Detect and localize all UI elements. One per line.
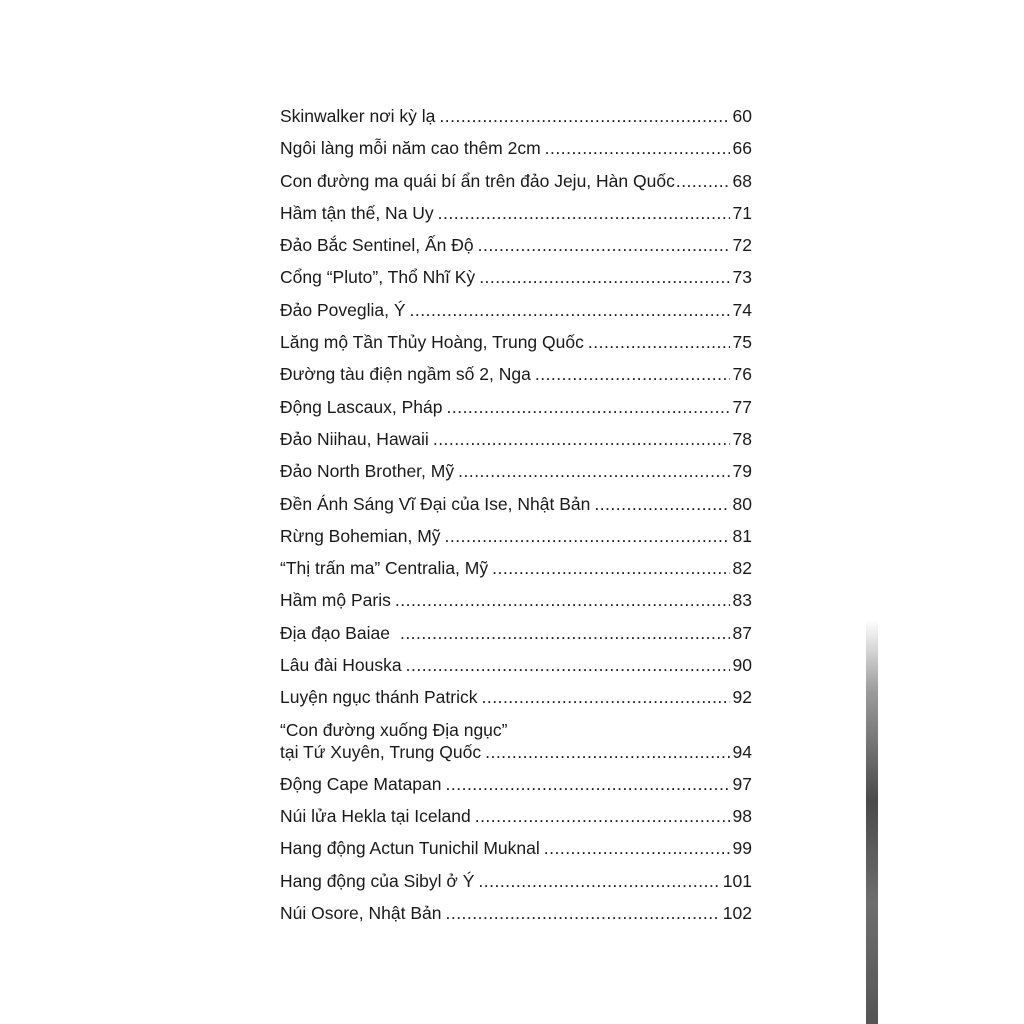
dot-leader — [479, 261, 729, 293]
toc-entry — [280, 294, 752, 326]
toc-entry-title: Đảo Niihau, Hawaii — [280, 428, 429, 449]
toc-entry-title: Địa đạo Baiae — [280, 622, 390, 643]
dot-leader — [458, 455, 729, 487]
toc-entry — [280, 649, 752, 681]
toc-entry-line2 — [280, 741, 752, 763]
toc-entry-page: 90 — [732, 655, 752, 676]
toc-entry-page: 97 — [732, 773, 752, 794]
dot-leader — [433, 423, 730, 455]
dot-leader — [535, 358, 730, 390]
toc-entry-title: Cổng “Pluto”, Thổ Nhĩ Kỳ — [280, 267, 476, 288]
toc-entry-page: 73 — [732, 267, 752, 288]
dot-leader — [492, 552, 729, 584]
toc-entry-page: 74 — [732, 299, 752, 320]
toc-entry — [280, 455, 752, 487]
toc-entry-title: Ngôi làng mỗi năm cao thêm 2cm — [280, 138, 541, 159]
toc-entry — [280, 800, 752, 832]
toc-entry-page: 81 — [732, 525, 752, 546]
dot-leader — [478, 865, 719, 897]
toc-entry-title: Rừng Bohemian, Mỹ — [280, 525, 441, 546]
toc-entry-page: 80 — [732, 493, 752, 514]
dot-leader — [594, 488, 729, 520]
toc-entry — [280, 326, 752, 358]
toc-entry — [280, 100, 752, 132]
toc-entry — [280, 423, 752, 455]
toc-entry-title: Động Cape Matapan — [280, 773, 442, 794]
dot-leader — [446, 768, 730, 800]
toc-entry — [280, 229, 752, 261]
toc-entry — [280, 768, 752, 800]
toc-entry-title: Đền Ánh Sáng Vĩ Đại của Ise, Nhật Bản — [280, 493, 591, 514]
dot-leader — [478, 229, 730, 261]
toc-entry-title: Luyện ngục thánh Patrick — [280, 687, 478, 708]
toc-entry-page: 83 — [732, 590, 752, 611]
dot-leader — [588, 326, 730, 358]
toc-entry-title: Hang động của Sibyl ở Ý — [280, 870, 475, 891]
toc-entry-title: Đường tàu điện ngầm số 2, Nga — [280, 364, 531, 385]
toc-entry — [280, 488, 752, 520]
toc-entry-page: 66 — [732, 138, 752, 159]
toc-entry-page: 94 — [732, 741, 752, 762]
dot-leader — [410, 294, 730, 326]
toc-entry — [280, 714, 752, 768]
dot-leader — [445, 897, 719, 929]
toc-entry-page: 82 — [732, 558, 752, 579]
toc-entry-page: 72 — [732, 235, 752, 256]
toc-entry — [280, 132, 752, 164]
toc-entry-page: 68 — [732, 170, 752, 191]
dot-leader — [676, 165, 730, 197]
dot-leader — [544, 832, 730, 864]
dot-leader — [446, 391, 729, 423]
toc-entry — [280, 681, 752, 713]
toc-entry — [280, 897, 752, 929]
toc-entry-title: Núi Osore, Nhật Bản — [280, 902, 442, 923]
toc-entry-title: “Thị trấn ma” Centralia, Mỹ — [280, 558, 489, 579]
toc-entry-page: 102 — [722, 902, 752, 923]
toc-entry-title: Skinwalker nơi kỳ lạ — [280, 106, 436, 126]
toc-entry-page: 71 — [732, 202, 752, 223]
toc-entry-page: 78 — [732, 428, 752, 449]
toc-entry-title: Lăng mộ Tần Thủy Hoàng, Trung Quốc — [280, 332, 584, 353]
page-edge-shadow — [866, 620, 878, 1024]
toc-entry — [280, 617, 752, 649]
dot-leader — [395, 584, 730, 616]
toc-entry — [280, 165, 752, 197]
dot-leader — [482, 681, 730, 713]
toc-entry-title: Hầm mộ Paris — [280, 590, 391, 611]
toc-entry-title: Núi lửa Hekla tại Iceland — [280, 805, 471, 826]
toc-entry-page: 75 — [732, 332, 752, 353]
toc-entry-title: Hầm tận thế, Na Uy — [280, 202, 434, 223]
toc-entry-page: 101 — [722, 870, 752, 891]
toc-entry — [280, 552, 752, 584]
toc-entry — [280, 358, 752, 390]
toc-entry-page: 76 — [732, 364, 752, 385]
dot-leader — [406, 649, 730, 681]
dot-leader — [438, 197, 730, 229]
dot-leader — [445, 520, 730, 552]
toc-entry-page: 60 — [732, 106, 752, 126]
toc-entry-page: 99 — [732, 838, 752, 859]
toc-entry-title: Đảo Bắc Sentinel, Ấn Độ — [280, 235, 474, 256]
toc-entry — [280, 865, 752, 897]
toc-entry-title: Động Lascaux, Pháp — [280, 396, 443, 417]
toc-entry-page: 87 — [732, 622, 752, 643]
toc-entry-title: Con đường ma quái bí ẩn trên đảo Jeju, Hàn Quốc — [280, 170, 675, 191]
toc-entry-page: 98 — [732, 805, 752, 826]
toc-entry — [280, 197, 752, 229]
table-of-contents — [280, 100, 752, 929]
toc-entry — [280, 261, 752, 293]
toc-entry — [280, 832, 752, 864]
toc-entry-page: 77 — [732, 396, 752, 417]
toc-entry-page: 79 — [732, 461, 752, 482]
toc-entry — [280, 391, 752, 423]
dot-leader — [400, 617, 730, 649]
dot-leader — [475, 800, 730, 832]
toc-entry-title: Lâu đài Houska — [280, 655, 402, 676]
toc-entry-page: 92 — [732, 687, 752, 708]
dot-leader — [439, 100, 729, 132]
dot-leader — [545, 132, 730, 164]
toc-entry-title-line1: “Con đường xuống Địa ngục” — [280, 719, 508, 740]
toc-entry-title: Hang động Actun Tunichil Muknal — [280, 838, 540, 859]
dot-leader — [485, 741, 729, 763]
toc-entry-title: Đảo North Brother, Mỹ — [280, 461, 455, 482]
toc-entry — [280, 520, 752, 552]
toc-entry-title: Đảo Poveglia, Ý — [280, 299, 406, 320]
toc-entry-title-line2: tại Tứ Xuyên, Trung Quốc — [280, 741, 482, 762]
toc-entry — [280, 584, 752, 616]
